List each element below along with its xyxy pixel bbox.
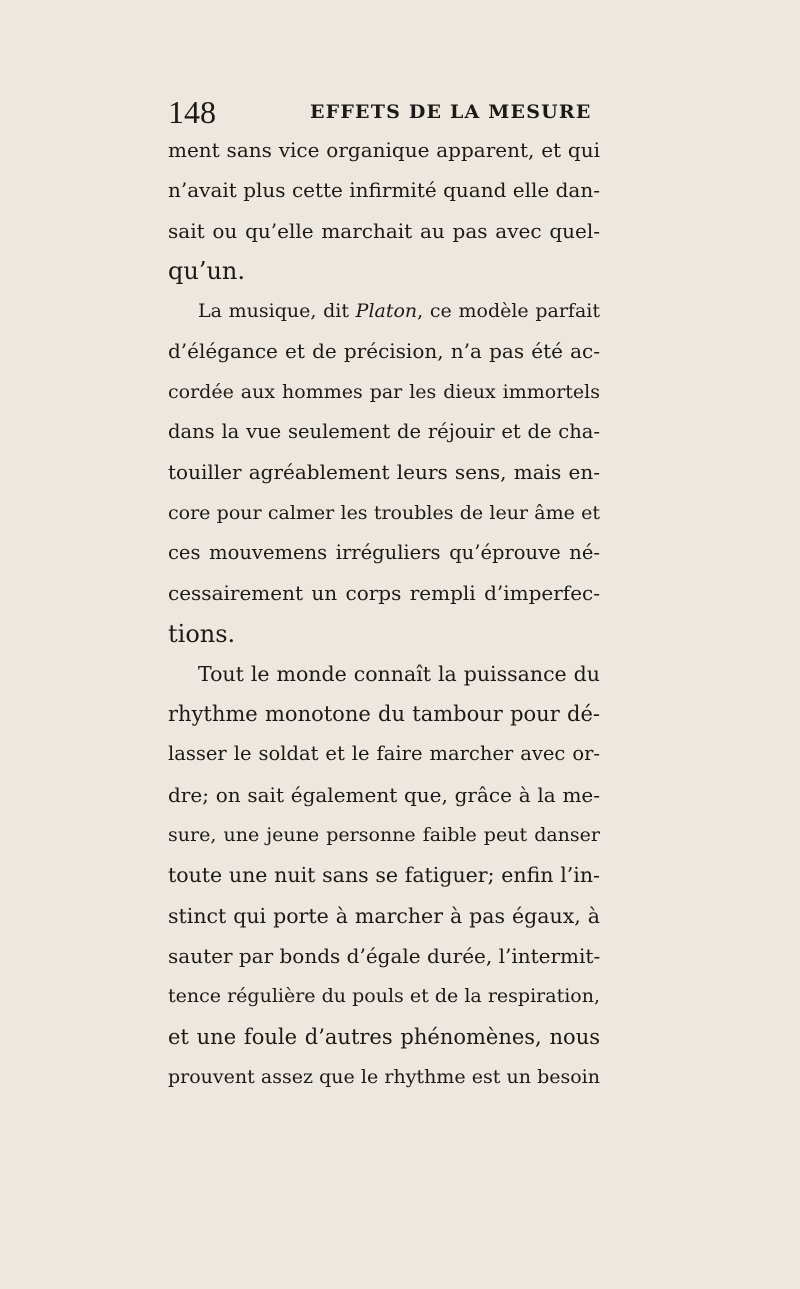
text-line: prouvent assez que le rhythme est un besoin bbox=[168, 1065, 600, 1088]
page-header bbox=[168, 92, 600, 132]
text-line: d’élégance et de précision, n’a pas été ac- bbox=[168, 339, 600, 364]
text-line: dre; on sait également que, grâce à la me- bbox=[168, 782, 600, 807]
text-line: rhythme monotone du tambour pour dé- bbox=[168, 702, 600, 727]
text-line: qu’un. bbox=[168, 256, 245, 285]
text-line: sure, une jeune personne faible peut danser bbox=[168, 824, 600, 847]
page-number: 148 bbox=[168, 94, 216, 130]
text-segment: , ce modèle parfait bbox=[417, 300, 601, 323]
text-line: sauter par bonds d’égale durée, l’intermit- bbox=[168, 943, 601, 968]
text-line: Tout le monde connaît la puissance du bbox=[198, 661, 600, 686]
text-line: dans la vue seulement de réjouir et de cha- bbox=[168, 420, 600, 444]
running-head: EFFETS DE LA MESURE bbox=[310, 101, 592, 123]
text-line: touiller agréablement leurs sens, mais en- bbox=[168, 460, 600, 485]
text-line: et une foule d’autres phénomènes, nous bbox=[168, 1024, 600, 1049]
text-line: core pour calmer les troubles de leur âme et bbox=[168, 501, 600, 524]
text-line: tence régulière du pouls et de la respiration, bbox=[168, 985, 600, 1008]
text-line: ces mouvemens irréguliers qu’éprouve né- bbox=[168, 540, 600, 564]
text-line bbox=[168, 291, 600, 331]
text-line: toute une nuit sans se fatiguer; enfin l’in- bbox=[168, 863, 600, 888]
text-line: cessairement un corps rempli d’imperfec- bbox=[168, 581, 600, 606]
text-segment: La musique, dit bbox=[198, 300, 356, 323]
text-line: n’avait plus cette infirmité quand elle dan- bbox=[168, 178, 600, 203]
text-line: sait ou qu’elle marchait au pas avec quel- bbox=[168, 218, 600, 243]
text-line: lasser le soldat et le faire marcher avec or- bbox=[168, 742, 600, 766]
body-text bbox=[168, 130, 600, 1097]
italic-name: Platon bbox=[355, 300, 418, 323]
text-line: cordée aux hommes par les dieux immortels bbox=[168, 380, 600, 403]
text-line: tions. bbox=[168, 619, 236, 648]
text-line: ment sans vice organique apparent, et qui bbox=[168, 138, 600, 162]
text-line: stinct qui porte à marcher à pas égaux, à bbox=[168, 903, 600, 928]
